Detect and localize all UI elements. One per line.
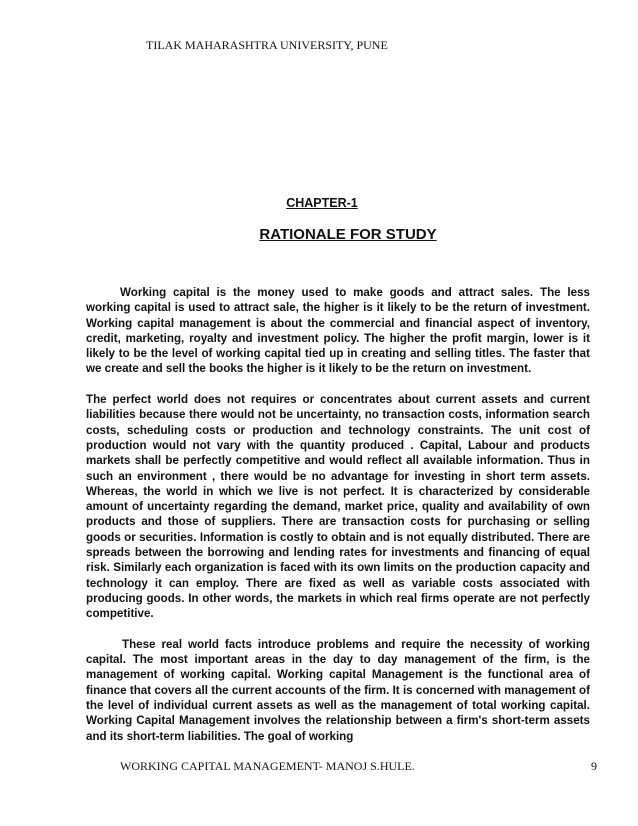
chapter-label: CHAPTER-1 — [286, 196, 358, 210]
paragraph-3: These real world facts introduce problems and require the necessity of working capital. The most important areas in the day to day management of the firm, is the management of working capital. Working capital Management is the functional area of finance that covers all the current accounts of the firm. It is concerned with management of the level of individual current assets as well as the management of total working capital. Working Capital Management involves the relationship between a firm's short-term assets and its short-term liabilities. The goal of working — [86, 637, 590, 743]
body-text — [86, 285, 590, 759]
footer-text: WORKING CAPITAL MANAGEMENT- MANOJ S.HULE. — [120, 759, 415, 773]
page-header: TILAK MAHARASHTRA UNIVERSITY, PUNE — [146, 38, 388, 52]
paragraph-1: Working capital is the money used to make goods and attract sales. The less working capital is used to attract sale, the higher is it likely to be the return of investment. Working capital management is about the commercial and financial aspect of inventory, credit, marketing, royalty and investment policy. The higher the profit margin, lower is it likely to be the level of working capital tied up in creating and selling titles. The faster that we create and sell the books the higher is it likely to be the return on investment. — [86, 286, 590, 376]
chapter-title: RATIONALE FOR STUDY — [259, 226, 437, 243]
page-number: 9 — [591, 759, 597, 773]
page-footer — [120, 759, 597, 774]
paragraph-2: The perfect world does not requires or concentrates about current assets and current liabilities because there would not be uncertainty, no transaction costs, information search costs, scheduling costs or production and technology constraints. The unit cost of production would not vary with the quantity produced . Capital, Labour and products markets shall be perfectly competitive and would reflect all available information. Thus in such an environment , there would be no advantage for investing in short term assets. Whereas, the world in which we live is not perfect. It is characterized by considerable amount of uncertainty regarding the demand, market price, quality and availability of own products and those of suppliers. There are transaction costs for purchasing or selling goods or securities. Information is costly to obtain and is not equally distributed. There are spreads between the borrowing and lending rates for investments and financing of equal risk. Similarly each organization is faced with its own limits on the production capacity and technology it can employ. There are fixed as well as variable costs associated with producing goods. In other words, the markets in which real firms operate are not perfectly competitive. — [86, 393, 590, 621]
